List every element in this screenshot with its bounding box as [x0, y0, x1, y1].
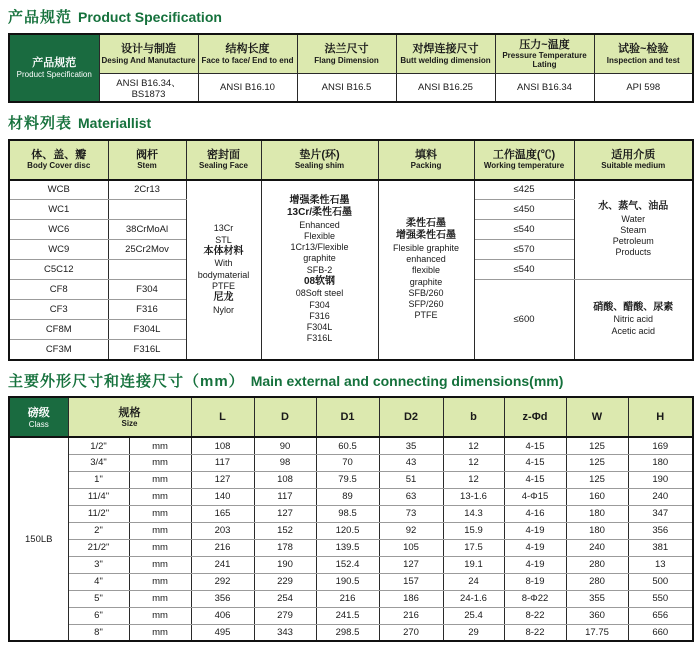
dimension-row: [9, 471, 693, 488]
dim-value-cell: 360: [566, 607, 628, 624]
dim-value-cell: 240: [566, 539, 628, 556]
dim-value-cell: 79.5: [316, 471, 379, 488]
dim-value-cell: 120.5: [316, 522, 379, 539]
dim-value-cell: 660: [628, 624, 693, 641]
dim-value-cell: 169: [628, 437, 693, 454]
dim-value-cell: 14.3: [443, 505, 504, 522]
body-material-cell: WCB: [9, 180, 108, 200]
spec-col-header: [495, 34, 594, 74]
dim-value-cell: 216: [191, 539, 254, 556]
dimension-row: [9, 522, 693, 539]
spec-row-header-en: Product Specification: [16, 70, 92, 80]
dim-value-cell: 180: [566, 522, 628, 539]
dim-value-cell: 17.5: [443, 539, 504, 556]
body-material-cell: WC1: [9, 200, 108, 220]
header-zh: 工作温度(℃): [492, 149, 556, 162]
dim-value-cell: 270: [379, 624, 443, 641]
dim-value-cell: 241.5: [316, 607, 379, 624]
dim-value-cell: 29: [443, 624, 504, 641]
cell-line: F304: [309, 299, 330, 310]
material-row: [9, 180, 693, 200]
cell-line: graphite: [303, 253, 336, 264]
header-zh: 对焊连接尺寸: [412, 43, 479, 56]
dim-value-cell: 216: [316, 590, 379, 607]
dimension-row: [9, 488, 693, 505]
header-en: Class: [28, 419, 49, 429]
header-en: Body Cover disc: [27, 161, 91, 171]
header-zh: 垫片(环): [299, 149, 340, 162]
dim-value-cell: 13: [628, 556, 693, 573]
dim-value-cell: 240: [628, 488, 693, 505]
dim-value-cell: 495: [191, 624, 254, 641]
dim-value-cell: 356: [191, 590, 254, 607]
section2-title-en: Materiallist: [78, 115, 152, 132]
dimensions-table: [8, 396, 694, 642]
body-material-cell: CF3M: [9, 340, 108, 360]
cell-line: F316L: [306, 333, 333, 344]
body-material-cell: WC9: [9, 240, 108, 260]
cell-line: Flesible graphite: [392, 242, 460, 253]
spec-value-cell: ANSI B16.5: [297, 74, 396, 103]
dim-value-cell: 12: [443, 471, 504, 488]
dim-value-cell: 343: [254, 624, 316, 641]
dim-value-cell: 4-15: [504, 471, 566, 488]
size-cell: 5": [68, 590, 129, 607]
dim-value-cell: 13-1.6: [443, 488, 504, 505]
cell-line: With: [214, 258, 233, 269]
dim-value-cell: 347: [628, 505, 693, 522]
dim-value-cell: 24-1.6: [443, 590, 504, 607]
cell-line: SFP/260: [408, 299, 444, 310]
section1-title-zh: 产品规范: [8, 9, 73, 26]
unit-cell: mm: [129, 505, 191, 522]
header-zh: 法兰尺寸: [324, 43, 369, 56]
cell-line: Acetic acid: [611, 325, 656, 336]
cell-line: 水、蒸气、油品: [598, 201, 669, 213]
dim-value-cell: 381: [628, 539, 693, 556]
dim-value-cell: 117: [191, 454, 254, 471]
header-en: Inspection and test: [606, 55, 680, 65]
dim-value-cell: 180: [628, 454, 693, 471]
dim-value-cell: 125: [566, 437, 628, 454]
dim-value-cell: 4-Φ15: [504, 488, 566, 505]
header-zh: 压力~温度: [519, 38, 570, 51]
size-cell: 8": [68, 624, 129, 641]
dim-value-cell: 125: [566, 471, 628, 488]
cell-line: Water: [621, 213, 646, 224]
dim-value-cell: 280: [566, 556, 628, 573]
dim-value-cell: 15.9: [443, 522, 504, 539]
dim-header-b: b: [443, 397, 504, 437]
cell-line: F304L: [306, 322, 333, 333]
header-en: Stem: [137, 161, 157, 171]
cell-line: 本体材料: [203, 245, 244, 257]
spec-col-header: [297, 34, 396, 74]
dim-value-cell: 279: [254, 607, 316, 624]
cell-line: SFB/260: [408, 287, 444, 298]
cell-line: Petroleum: [612, 236, 654, 247]
stem-material-cell: [108, 260, 186, 280]
dim-value-cell: 4-15: [504, 454, 566, 471]
dim-value-cell: 241: [191, 556, 254, 573]
dim-header-H: H: [628, 397, 693, 437]
dim-header-L: L: [191, 397, 254, 437]
sealing-face-cell: [186, 180, 261, 360]
dim-header-D2: D2: [379, 397, 443, 437]
material-list-table: [8, 139, 694, 361]
spec-col-header: [198, 34, 297, 74]
dim-value-cell: 160: [566, 488, 628, 505]
dim-value-cell: 25.4: [443, 607, 504, 624]
cell-line: F316: [309, 310, 330, 321]
size-cell: 3/4": [68, 454, 129, 471]
cell-line: SFB-2: [306, 264, 333, 275]
spec-value-cell: API 598: [594, 74, 693, 103]
dim-value-cell: 139.5: [316, 539, 379, 556]
header-zh: 密封面: [207, 149, 240, 162]
material-col-header: [378, 140, 474, 180]
dim-value-cell: 8-19: [504, 573, 566, 590]
dimensions-header-row: [9, 397, 693, 437]
spec-col-header: [594, 34, 693, 74]
dim-value-cell: 178: [254, 539, 316, 556]
dim-value-cell: 127: [379, 556, 443, 573]
size-cell: 3": [68, 556, 129, 573]
dim-value-cell: 4-15: [504, 437, 566, 454]
cell-line: 13Cr: [213, 223, 234, 234]
spec-value-cell: ANSI B16.34: [495, 74, 594, 103]
dim-value-cell: 8-22: [504, 607, 566, 624]
dim-header-D1: D1: [316, 397, 379, 437]
dimension-row: [9, 454, 693, 471]
section3-title-en: Main external and connecting dimensions(mm): [250, 372, 564, 389]
header-en: Flang Dimension: [314, 55, 379, 65]
stem-material-cell: 38CrMoAl: [108, 220, 186, 240]
stem-material-cell: F304: [108, 280, 186, 300]
dim-value-cell: 24: [443, 573, 504, 590]
cell-line: PTFE: [211, 280, 235, 291]
body-material-cell: C5C12: [9, 260, 108, 280]
size-cell: 4": [68, 573, 129, 590]
unit-cell: mm: [129, 590, 191, 607]
spec-value-cell: ANSI B16.25: [396, 74, 495, 103]
dim-header-zd: z-Φd: [504, 397, 566, 437]
cell-line: graphite: [409, 276, 443, 287]
dim-value-cell: 12: [443, 437, 504, 454]
dim-value-cell: 35: [379, 437, 443, 454]
header-en: Butt welding dimension: [400, 55, 491, 65]
dim-value-cell: 550: [628, 590, 693, 607]
header-en: Sealing shim: [294, 161, 345, 171]
size-cell: 1": [68, 471, 129, 488]
header-en: Sealing Face: [199, 161, 248, 171]
cell-line: 增强柔性石墨: [396, 230, 456, 242]
packing-cell: [378, 180, 474, 360]
dim-header-D: D: [254, 397, 316, 437]
dim-value-cell: 4-19: [504, 522, 566, 539]
dim-value-cell: 157: [379, 573, 443, 590]
dimension-row: [9, 573, 693, 590]
header-zh: 规格: [118, 406, 141, 419]
class-value-cell: 150LB: [9, 437, 68, 641]
spec-header-row: [9, 34, 693, 74]
size-cell: 2": [68, 522, 129, 539]
section3-title: [8, 373, 692, 391]
spec-col-header: [99, 34, 198, 74]
dimension-row: [9, 556, 693, 573]
cell-line: 增强柔性石墨: [289, 194, 350, 206]
material-col-header: [108, 140, 186, 180]
dim-value-cell: 500: [628, 573, 693, 590]
dim-value-cell: 92: [379, 522, 443, 539]
size-cell: 1/2": [68, 437, 129, 454]
dim-value-cell: 60.5: [316, 437, 379, 454]
header-zh: 结构长度: [225, 43, 270, 56]
dim-value-cell: 8-22: [504, 624, 566, 641]
cell-line: 08Soft steel: [295, 288, 344, 299]
header-en: Suitable medium: [601, 161, 666, 171]
size-cell: 11/4": [68, 488, 129, 505]
dim-value-cell: 105: [379, 539, 443, 556]
spec-col-header: [396, 34, 495, 74]
material-header-row: [9, 140, 693, 180]
dim-value-cell: 19.1: [443, 556, 504, 573]
dim-value-cell: 4-16: [504, 505, 566, 522]
dim-value-cell: 190.5: [316, 573, 379, 590]
cell-line: Enhanced: [299, 219, 340, 230]
unit-cell: mm: [129, 454, 191, 471]
dim-value-cell: 108: [254, 471, 316, 488]
size-header-cell: [68, 397, 191, 437]
dim-value-cell: 51: [379, 471, 443, 488]
dim-value-cell: 216: [379, 607, 443, 624]
dim-value-cell: 190: [628, 471, 693, 488]
cell-line: Flexible: [303, 230, 335, 241]
stem-material-cell: F316: [108, 300, 186, 320]
body-material-cell: CF3: [9, 300, 108, 320]
dim-value-cell: 165: [191, 505, 254, 522]
dim-value-cell: 180: [566, 505, 628, 522]
cell-line: Products: [615, 247, 652, 258]
dimension-row: [9, 607, 693, 624]
dim-value-cell: 355: [566, 590, 628, 607]
unit-cell: mm: [129, 488, 191, 505]
dim-value-cell: 73: [379, 505, 443, 522]
spec-value-cell: ANSI B16.34、BS1873: [99, 74, 198, 103]
dim-value-cell: 356: [628, 522, 693, 539]
dim-value-cell: 152: [254, 522, 316, 539]
dim-value-cell: 254: [254, 590, 316, 607]
header-zh: 适用介质: [611, 149, 656, 162]
dimension-row: [9, 590, 693, 607]
stem-material-cell: 25Cr2Mov: [108, 240, 186, 260]
body-material-cell: WC6: [9, 220, 108, 240]
cell-line: 硝酸、醋酸、尿素: [593, 301, 674, 313]
class-header-cell: [9, 397, 68, 437]
dim-value-cell: 127: [191, 471, 254, 488]
cell-line: bodymaterial: [197, 269, 250, 280]
header-zh: 体、盖、瓣: [31, 149, 87, 162]
dim-value-cell: 117: [254, 488, 316, 505]
header-en: Pressure Temperature Lating: [502, 51, 587, 69]
working-temp-cell: ≤600: [474, 280, 574, 360]
dim-value-cell: 8-Φ22: [504, 590, 566, 607]
cell-line: Nitric acid: [613, 314, 653, 325]
dim-value-cell: 63: [379, 488, 443, 505]
dimension-row: [9, 624, 693, 641]
header-en: Working temperature: [483, 161, 565, 171]
unit-cell: mm: [129, 522, 191, 539]
dimension-row: [9, 437, 693, 454]
dim-value-cell: 4-19: [504, 556, 566, 573]
dim-value-cell: 98.5: [316, 505, 379, 522]
spec-row-header-zh: 产品规范: [32, 57, 77, 70]
header-zh: 设计与制造: [121, 43, 176, 56]
header-zh: 填料: [415, 149, 437, 162]
unit-cell: mm: [129, 556, 191, 573]
cell-line: enhanced: [406, 254, 446, 265]
unit-cell: mm: [129, 607, 191, 624]
dim-value-cell: 280: [566, 573, 628, 590]
unit-cell: mm: [129, 437, 191, 454]
working-temp-cell: ≤570: [474, 240, 574, 260]
dim-value-cell: 298.5: [316, 624, 379, 641]
material-col-header: [261, 140, 378, 180]
dim-value-cell: 406: [191, 607, 254, 624]
dim-value-cell: 292: [191, 573, 254, 590]
section2-title-zh: 材料列表: [8, 115, 73, 133]
material-col-header: [9, 140, 108, 180]
body-material-cell: CF8M: [9, 320, 108, 340]
unit-cell: mm: [129, 624, 191, 641]
dimension-row: [9, 539, 693, 556]
cell-line: PTFE: [414, 310, 438, 321]
cell-line: Steam: [620, 224, 647, 235]
stem-material-cell: F316L: [108, 340, 186, 360]
spec-row-header-cell: [9, 34, 99, 103]
dim-value-cell: 140: [191, 488, 254, 505]
dim-value-cell: 90: [254, 437, 316, 454]
unit-cell: mm: [129, 573, 191, 590]
cell-line: 13Cr/柔性石墨: [286, 207, 352, 219]
material-col-header: [474, 140, 574, 180]
header-en: Packing: [410, 161, 442, 171]
header-en: Size: [121, 419, 138, 429]
material-col-header: [186, 140, 261, 180]
dim-value-cell: 17.75: [566, 624, 628, 641]
header-zh: 试验~检验: [618, 43, 669, 56]
unit-cell: mm: [129, 471, 191, 488]
cell-line: 1Cr13/Flexible: [290, 242, 349, 253]
working-temp-cell: ≤450: [474, 200, 574, 220]
size-cell: 21/2": [68, 539, 129, 556]
dim-value-cell: 70: [316, 454, 379, 471]
section2-title: [8, 115, 692, 133]
dim-value-cell: 152.4: [316, 556, 379, 573]
dim-header-W: W: [566, 397, 628, 437]
dim-value-cell: 656: [628, 607, 693, 624]
dim-value-cell: 108: [191, 437, 254, 454]
sealing-shim-cell: [261, 180, 378, 360]
section3-title-zh: 主要外形尺寸和连接尺寸（mm）: [8, 372, 245, 390]
dim-value-cell: 4-19: [504, 539, 566, 556]
body-material-cell: CF8: [9, 280, 108, 300]
dimension-row: [9, 505, 693, 522]
cell-line: 柔性石墨: [406, 217, 446, 229]
suitable-medium-cell: [574, 280, 693, 360]
dim-value-cell: 98: [254, 454, 316, 471]
spec-value-cell: ANSI B16.10: [198, 74, 297, 103]
product-spec-table: [8, 33, 694, 104]
header-zh: 磅级: [27, 406, 50, 419]
working-temp-cell: ≤425: [474, 180, 574, 200]
dim-value-cell: 89: [316, 488, 379, 505]
stem-material-cell: F304L: [108, 320, 186, 340]
dim-value-cell: 186: [379, 590, 443, 607]
stem-material-cell: 2Cr13: [108, 180, 186, 200]
dim-value-cell: 125: [566, 454, 628, 471]
dim-value-cell: 229: [254, 573, 316, 590]
cell-line: STL: [215, 234, 232, 245]
cell-line: 尼龙: [213, 292, 234, 304]
dim-value-cell: 190: [254, 556, 316, 573]
dim-value-cell: 203: [191, 522, 254, 539]
working-temp-cell: ≤540: [474, 220, 574, 240]
suitable-medium-cell: [574, 180, 693, 280]
section1-title-en: Product Specification: [78, 9, 222, 25]
header-en: Face to face/ End to end: [201, 55, 294, 65]
cell-line: Nylor: [212, 304, 234, 315]
unit-cell: mm: [129, 539, 191, 556]
header-en: Desing And Manutacture: [101, 55, 196, 65]
stem-material-cell: [108, 200, 186, 220]
spec-value-row: [9, 74, 693, 103]
cell-line: 08软钢: [303, 275, 336, 287]
size-cell: 11/2": [68, 505, 129, 522]
dim-value-cell: 43: [379, 454, 443, 471]
header-zh: 阀杆: [136, 149, 158, 162]
cell-line: flexible: [411, 265, 440, 276]
dim-value-cell: 12: [443, 454, 504, 471]
material-col-header: [574, 140, 693, 180]
dim-value-cell: 127: [254, 505, 316, 522]
working-temp-cell: ≤540: [474, 260, 574, 280]
section1-title: [8, 9, 692, 27]
size-cell: 6": [68, 607, 129, 624]
